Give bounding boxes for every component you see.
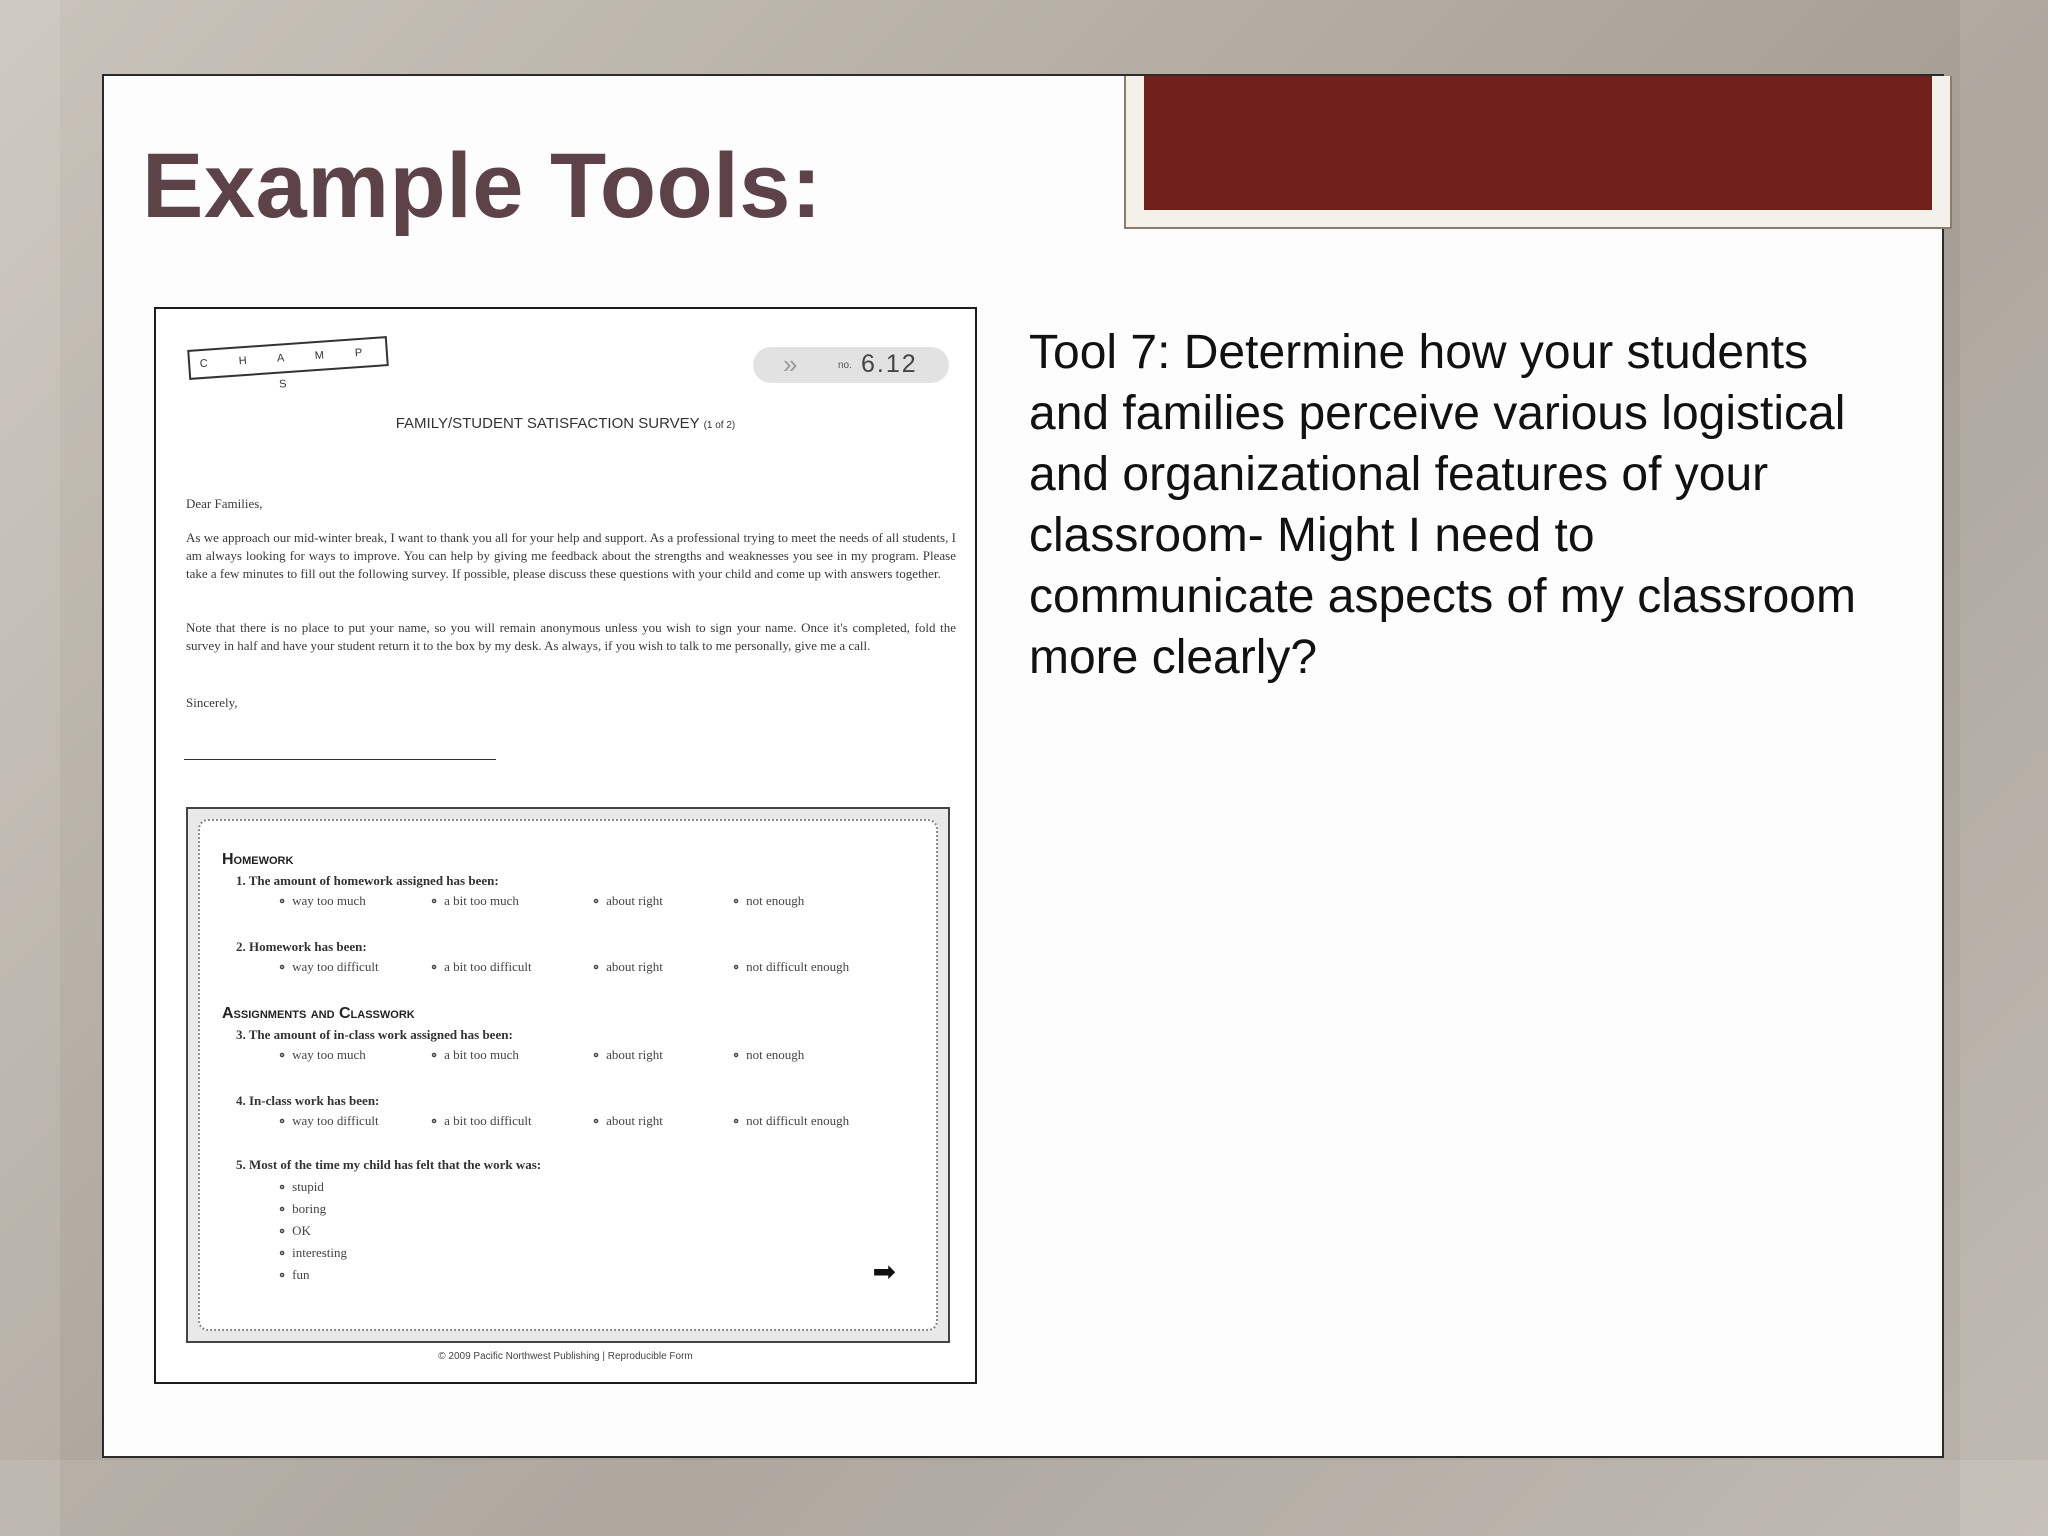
q5-option: ∘ stupid [278, 1179, 324, 1195]
q2-option: ∘ not difficult enough [732, 959, 849, 975]
q1-option: ∘ about right [592, 893, 663, 909]
letter-paragraph-2: Note that there is no place to put your name, so you will remain anonymous unless you wish to sign your name. Once it's completed, fold the survey in half and have your student return it to the box by my desk. As always, if you wish to talk to me personally, give me a call. [186, 620, 956, 653]
signature-line [184, 759, 496, 760]
q4-option: ∘ way too difficult [278, 1113, 379, 1129]
letter-paragraph-1: As we approach our mid-winter break, I want to thank you all for your help and support. As a professional trying to meet the needs of all students, I am always looking for ways to improve. You can help by giving me feedback about the strengths and weaknesses you see in my program. Please take a few minutes to fill out the following survey. If possible, please discuss these questions with your child and come up with answers together. [186, 530, 956, 581]
double-chevron-icon: » [783, 349, 798, 379]
q3-option: ∘ not enough [732, 1047, 804, 1063]
champs-logo: C H A M P S [187, 336, 389, 380]
slide-title: Example Tools: [142, 135, 823, 237]
survey-title [156, 415, 975, 432]
q5-option: ∘ fun [278, 1267, 309, 1283]
survey-document-image [154, 307, 977, 1384]
question-4: 4. In-class work has been: [236, 1093, 380, 1108]
form-number-badge [753, 347, 949, 383]
tool-description: Tool 7: Determine how your students and families perceive various logistical and organizational features of your classroom- Might I need to communicate aspects of my classroom more clearly? [1029, 326, 1856, 684]
section-homework: Homework [222, 851, 294, 868]
q1-option: ∘ not enough [732, 893, 804, 909]
document-footer: © 2009 Pacific Northwest Publishing | Reproducible Form [438, 1351, 693, 1362]
question-2: 2. Homework has been: [236, 939, 367, 954]
q5-option: ∘ boring [278, 1201, 326, 1217]
question-5: 5. Most of the time my child has felt that the work was: [236, 1157, 542, 1172]
greeting: Dear Families, [186, 496, 263, 511]
header-banner [1144, 76, 1932, 210]
q3-option: ∘ way too much [278, 1047, 366, 1063]
badge-prefix: no. [838, 360, 852, 371]
q2-option: ∘ about right [592, 959, 663, 975]
survey-title-text: FAMILY/STUDENT SATISFACTION SURVEY [395, 415, 700, 432]
q2-option: ∘ a bit too difficult [430, 959, 532, 975]
question-3: 3. The amount of in-class work assigned has been: [236, 1027, 513, 1042]
slide-panel [102, 74, 1944, 1458]
q2-option: ∘ way too difficult [278, 959, 379, 975]
badge-number: 6.12 [861, 350, 918, 378]
survey-title-suffix: (1 of 2) [703, 420, 736, 431]
survey-questions-box [186, 807, 950, 1343]
q5-option: ∘ interesting [278, 1245, 347, 1261]
question-1: 1. The amount of homework assigned has been: [236, 873, 499, 888]
q3-option: ∘ about right [592, 1047, 663, 1063]
q1-option: ∘ a bit too much [430, 893, 519, 909]
q3-option: ∘ a bit too much [430, 1047, 519, 1063]
q5-option: ∘ OK [278, 1223, 311, 1239]
q4-option: ∘ a bit too difficult [430, 1113, 532, 1129]
q4-option: ∘ not difficult enough [732, 1113, 849, 1129]
next-page-arrow-icon: ➡ [872, 1257, 896, 1288]
q1-option: ∘ way too much [278, 893, 366, 909]
section-assignments: Assignments and Classwork [222, 1005, 415, 1022]
closing: Sincerely, [186, 695, 238, 710]
survey-questions-inner [198, 819, 938, 1331]
q4-option: ∘ about right [592, 1113, 663, 1129]
